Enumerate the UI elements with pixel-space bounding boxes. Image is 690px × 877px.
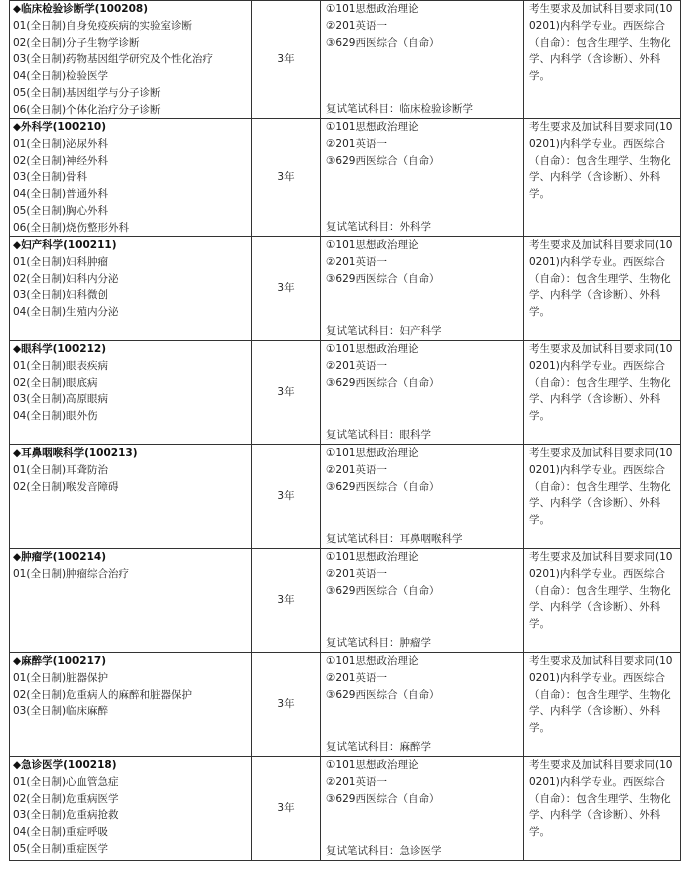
program-cell	[10, 119, 252, 237]
research-direction: 04(全日制)检验医学	[13, 70, 109, 83]
exam-subject: ②201英语一	[326, 671, 387, 684]
research-direction: 01(全日制)眼表疾病	[13, 359, 109, 372]
research-direction: 03(全日制)临床麻醉	[13, 705, 109, 718]
requirement-text: 考生要求及加试科目要求同(100201)内科学专业。西医综合（自命）：包含生理学、生物化学、内科学（含诊断）、外科学。	[529, 551, 673, 631]
exam-subject: ③629西医综合（自命）	[326, 36, 440, 49]
research-direction: 04(全日制)重症呼吸	[13, 826, 109, 839]
exam-subject: ①101思想政治理论	[326, 121, 419, 133]
program-row	[10, 653, 681, 757]
program-title: ◆急诊医学(100218)	[13, 759, 117, 771]
research-direction: 04(全日制)眼外伤	[13, 410, 98, 423]
requirement-text: 考生要求及加试科目要求同(100201)内科学专业。西医综合（自命）：包含生理学、生物化学、内科学（含诊断）、外科学。	[529, 655, 673, 735]
retest-subject: 复试笔试科目：急诊医学	[326, 845, 442, 858]
research-direction: 03(全日制)危重病抢救	[13, 809, 119, 822]
requirement-cell	[524, 757, 681, 861]
program-cell	[10, 341, 252, 445]
requirement-cell	[524, 1, 681, 119]
research-direction: 02(全日制)危重病人的麻醉和脏器保护	[13, 688, 193, 701]
requirement-cell	[524, 341, 681, 445]
exam-subjects-cell	[321, 757, 524, 861]
requirement-cell	[524, 237, 681, 341]
admissions-table-page	[9, 0, 680, 877]
exam-subject: ①101思想政治理论	[326, 3, 419, 15]
study-years: 3年	[252, 653, 321, 757]
study-years: 3年	[252, 445, 321, 549]
research-direction: 03(全日制)妇科微创	[13, 289, 109, 302]
retest-subject: 复试笔试科目：麻醉学	[326, 741, 431, 754]
exam-subject: ②201英语一	[326, 137, 387, 150]
exam-subject: ③629西医综合（自命）	[326, 584, 440, 597]
exam-subjects-cell	[321, 445, 524, 549]
research-direction: 02(全日制)眼底病	[13, 376, 98, 389]
program-cell	[10, 445, 252, 549]
retest-subject: 复试笔试科目：妇产科学	[326, 325, 442, 338]
exam-subject: ②201英语一	[326, 463, 387, 476]
exam-subjects-cell	[321, 653, 524, 757]
exam-subject: ②201英语一	[326, 19, 387, 32]
retest-subject: 复试笔试科目：外科学	[326, 221, 431, 234]
research-direction: 04(全日制)普通外科	[13, 188, 109, 201]
program-row	[10, 757, 681, 861]
study-years: 3年	[252, 549, 321, 653]
program-cell	[10, 237, 252, 341]
exam-subjects-cell	[321, 119, 524, 237]
research-direction: 05(全日制)胸心外科	[13, 204, 109, 217]
requirement-text: 考生要求及加试科目要求同(100201)内科学专业。西医综合（自命）：包含生理学、生物化学、内科学（含诊断）、外科学。	[529, 239, 673, 319]
exam-subject: ②201英语一	[326, 255, 387, 268]
research-direction: 03(全日制)高原眼病	[13, 393, 109, 406]
research-direction: 02(全日制)妇科内分泌	[13, 272, 119, 285]
research-direction: 01(全日制)泌尿外科	[13, 137, 109, 150]
retest-subject: 复试笔试科目：眼科学	[326, 429, 431, 442]
exam-subject: ①101思想政治理论	[326, 447, 419, 459]
research-direction: 06(全日制)烧伤整形外科	[13, 221, 130, 234]
requirement-text: 考生要求及加试科目要求同(100201)内科学专业。西医综合（自命）：包含生理学、生物化学、内科学（含诊断）、外科学。	[529, 3, 673, 83]
exam-subjects-cell	[321, 549, 524, 653]
program-title: ◆麻醉学(100217)	[13, 655, 107, 667]
exam-subject: ②201英语一	[326, 775, 387, 788]
study-years: 3年	[252, 237, 321, 341]
requirement-cell	[524, 119, 681, 237]
research-direction: 01(全日制)自身免疫疾病的实验室诊断	[13, 19, 193, 32]
requirement-cell	[524, 549, 681, 653]
exam-subject: ③629西医综合（自命）	[326, 480, 440, 493]
research-direction: 02(全日制)神经外科	[13, 154, 109, 167]
exam-subject: ①101思想政治理论	[326, 239, 419, 251]
research-direction: 04(全日制)生殖内分泌	[13, 306, 119, 319]
research-direction: 06(全日制)个体化治疗分子诊断	[13, 103, 161, 116]
program-row	[10, 549, 681, 653]
research-direction: 02(全日制)危重病医学	[13, 792, 119, 805]
research-direction: 03(全日制)药物基因组学研究及个性化治疗	[13, 53, 214, 66]
program-row	[10, 1, 681, 119]
requirement-text: 考生要求及加试科目要求同(100201)内科学专业。西医综合（自命）：包含生理学、生物化学、内科学（含诊断）、外科学。	[529, 447, 673, 527]
research-direction: 01(全日制)耳聋防治	[13, 463, 109, 476]
retest-subject: 复试笔试科目：肿瘤学	[326, 637, 431, 650]
exam-subjects-cell	[321, 1, 524, 119]
exam-subject: ①101思想政治理论	[326, 655, 419, 667]
exam-subject: ②201英语一	[326, 567, 387, 580]
exam-subject: ③629西医综合（自命）	[326, 792, 440, 805]
research-direction: 05(全日制)基因组学与分子诊断	[13, 86, 161, 99]
study-years: 3年	[252, 1, 321, 119]
research-direction: 05(全日制)重症医学	[13, 842, 109, 855]
research-direction: 01(全日制)脏器保护	[13, 671, 109, 684]
program-title: ◆妇产科学(100211)	[13, 239, 117, 251]
exam-subjects-cell	[321, 237, 524, 341]
program-row	[10, 119, 681, 237]
research-direction: 02(全日制)喉发音障碍	[13, 480, 119, 493]
program-cell	[10, 549, 252, 653]
program-cell	[10, 653, 252, 757]
retest-subject: 复试笔试科目：临床检验诊断学	[326, 103, 473, 116]
program-title: ◆肿瘤学(100214)	[13, 551, 107, 563]
requirement-text: 考生要求及加试科目要求同(100201)内科学专业。西医综合（自命）：包含生理学、生物化学、内科学（含诊断）、外科学。	[529, 343, 673, 423]
program-row	[10, 237, 681, 341]
program-table	[9, 0, 681, 861]
study-years: 3年	[252, 119, 321, 237]
study-years: 3年	[252, 757, 321, 861]
exam-subject: ③629西医综合（自命）	[326, 688, 440, 701]
exam-subject: ②201英语一	[326, 359, 387, 372]
retest-subject: 复试笔试科目：耳鼻咽喉科学	[326, 533, 463, 546]
program-title: ◆耳鼻咽喉科学(100213)	[13, 447, 138, 459]
exam-subject: ③629西医综合（自命）	[326, 376, 440, 389]
research-direction: 03(全日制)骨科	[13, 171, 88, 184]
requirement-cell	[524, 445, 681, 549]
research-direction: 01(全日制)心血管急症	[13, 775, 119, 788]
exam-subject: ①101思想政治理论	[326, 759, 419, 771]
program-cell	[10, 757, 252, 861]
exam-subject: ①101思想政治理论	[326, 343, 419, 355]
program-title: ◆眼科学(100212)	[13, 343, 107, 355]
program-title: ◆临床检验诊断学(100208)	[13, 3, 149, 15]
program-cell	[10, 1, 252, 119]
program-row	[10, 445, 681, 549]
research-direction: 02(全日制)分子生物学诊断	[13, 36, 140, 49]
research-direction: 01(全日制)肿瘤综合治疗	[13, 567, 130, 580]
requirement-text: 考生要求及加试科目要求同(100201)内科学专业。西医综合（自命）：包含生理学、生物化学、内科学（含诊断）、外科学。	[529, 121, 673, 201]
requirement-text: 考生要求及加试科目要求同(100201)内科学专业。西医综合（自命）：包含生理学、生物化学、内科学（含诊断）、外科学。	[529, 759, 673, 839]
exam-subject: ③629西医综合（自命）	[326, 154, 440, 167]
exam-subject: ③629西医综合（自命）	[326, 272, 440, 285]
exam-subjects-cell	[321, 341, 524, 445]
program-title: ◆外科学(100210)	[13, 121, 107, 133]
study-years: 3年	[252, 341, 321, 445]
requirement-cell	[524, 653, 681, 757]
research-direction: 01(全日制)妇科肿瘤	[13, 255, 109, 268]
program-row	[10, 341, 681, 445]
exam-subject: ①101思想政治理论	[326, 551, 419, 563]
